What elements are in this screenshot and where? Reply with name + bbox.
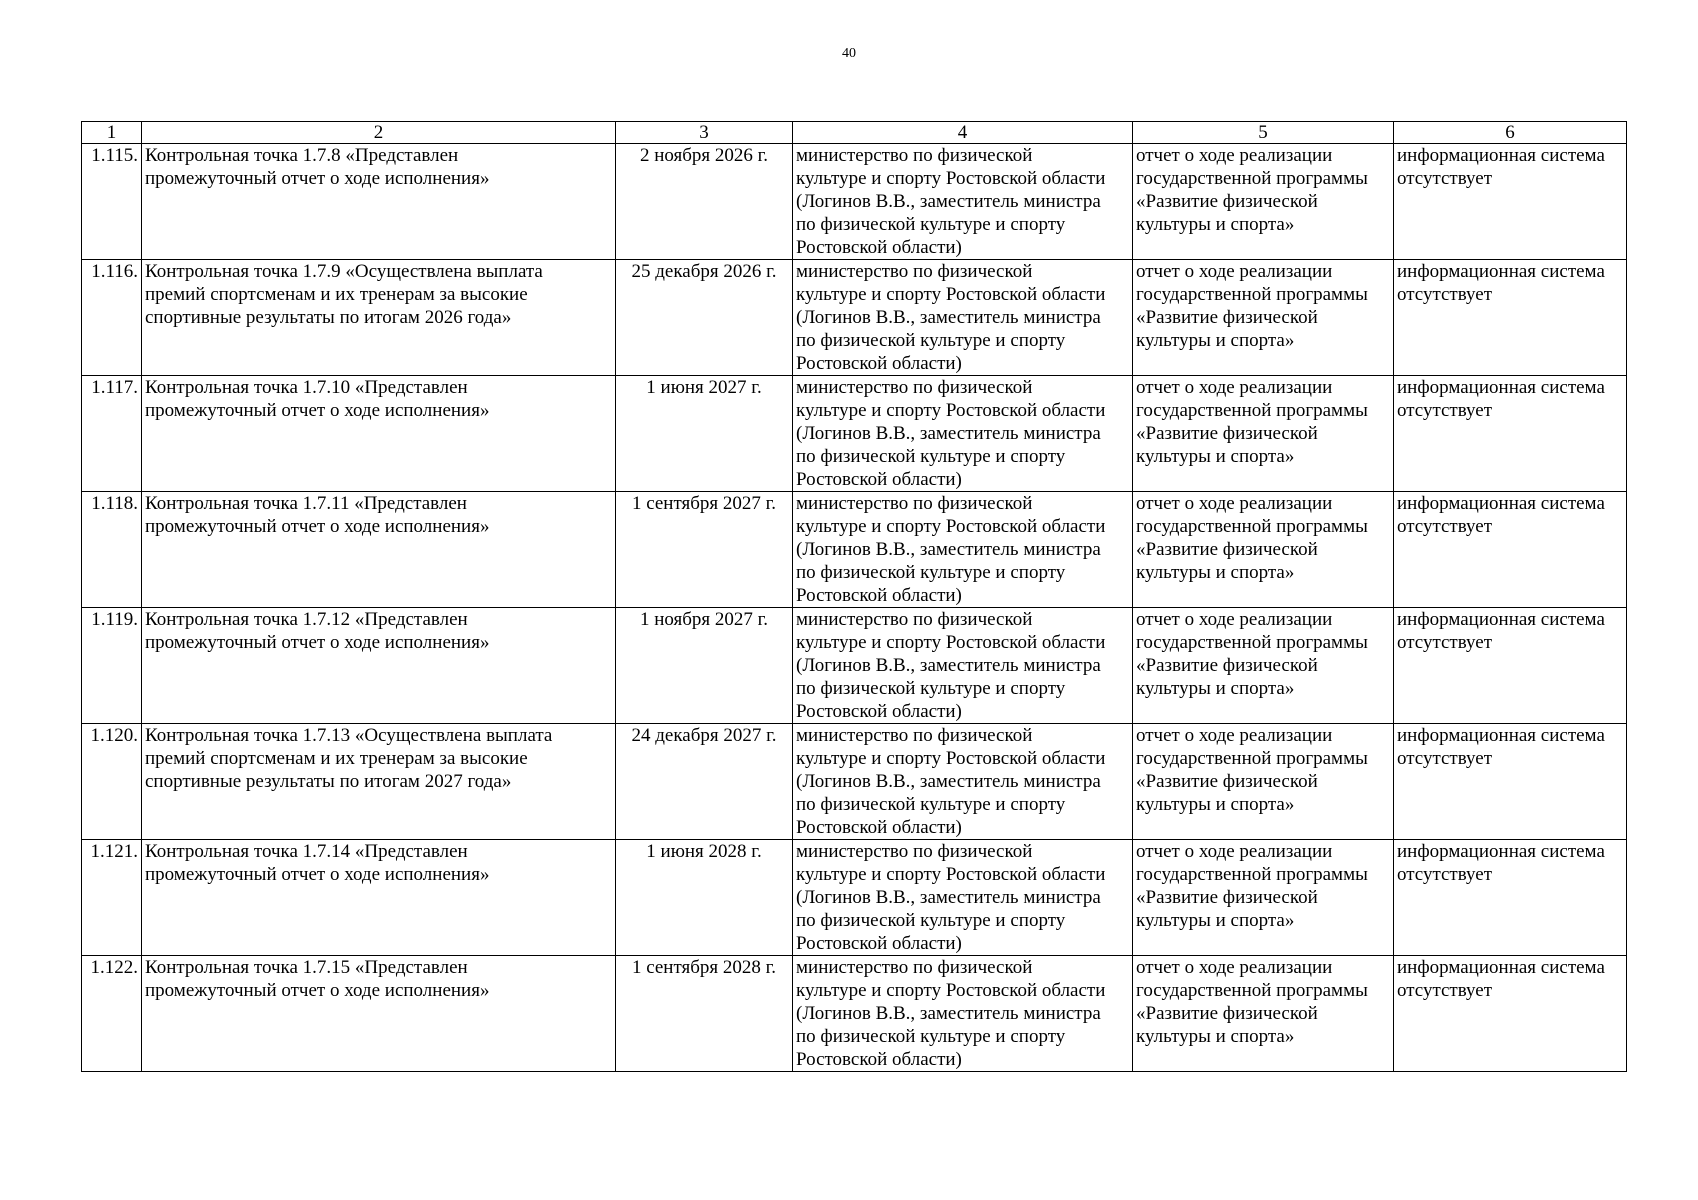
header-col-5: 5 [1133,122,1394,144]
row-number: 1.118. [82,492,142,608]
information-system: информационная система отсутствует [1394,956,1627,1072]
responsible-executor: министерство по физической культуре и спорту Ростовской области (Логинов В.В., заместитель министра по физической культуре и спорту Ростовской области) [793,724,1133,840]
responsible-executor: министерство по физической культуре и спорту Ростовской области (Логинов В.В., заместитель министра по физической культуре и спорту Ростовской области) [793,956,1133,1072]
control-point-name: Контрольная точка 1.7.8 «Представлен промежуточный отчет о ходе исполнения» [142,144,616,260]
control-point-name: Контрольная точка 1.7.14 «Представлен промежуточный отчет о ходе исполнения» [142,840,616,956]
due-date: 2 ноября 2026 г. [616,144,793,260]
due-date: 1 сентября 2028 г. [616,956,793,1072]
due-date: 25 декабря 2026 г. [616,260,793,376]
due-date: 1 июня 2028 г. [616,840,793,956]
information-system: информационная система отсутствует [1394,144,1627,260]
control-point-name: Контрольная точка 1.7.15 «Представлен промежуточный отчет о ходе исполнения» [142,956,616,1072]
header-col-2: 2 [142,122,616,144]
table-header [82,122,1627,144]
header-col-1: 1 [82,122,142,144]
confirming-document: отчет о ходе реализации государственной программы «Развитие физической культуры и спорта» [1133,260,1394,376]
confirming-document: отчет о ходе реализации государственной программы «Развитие физической культуры и спорта» [1133,608,1394,724]
information-system: информационная система отсутствует [1394,376,1627,492]
confirming-document: отчет о ходе реализации государственной программы «Развитие физической культуры и спорта» [1133,956,1394,1072]
table-row [82,724,1627,840]
due-date: 1 ноября 2027 г. [616,608,793,724]
table-row [82,376,1627,492]
confirming-document: отчет о ходе реализации государственной программы «Развитие физической культуры и спорта» [1133,376,1394,492]
header-row [82,122,1627,144]
confirming-document: отчет о ходе реализации государственной программы «Развитие физической культуры и спорта» [1133,724,1394,840]
header-col-6: 6 [1394,122,1627,144]
responsible-executor: министерство по физической культуре и спорту Ростовской области (Логинов В.В., заместитель министра по физической культуре и спорту Ростовской области) [793,840,1133,956]
table-row [82,956,1627,1072]
information-system: информационная система отсутствует [1394,608,1627,724]
row-number: 1.121. [82,840,142,956]
information-system: информационная система отсутствует [1394,260,1627,376]
row-number: 1.119. [82,608,142,724]
header-col-3: 3 [616,122,793,144]
row-number: 1.116. [82,260,142,376]
row-number: 1.122. [82,956,142,1072]
page-number: 40 [842,46,856,61]
header-col-4: 4 [793,122,1133,144]
row-number: 1.117. [82,376,142,492]
confirming-document: отчет о ходе реализации государственной программы «Развитие физической культуры и спорта» [1133,492,1394,608]
table-row [82,608,1627,724]
table-row [82,492,1627,608]
responsible-executor: министерство по физической культуре и спорту Ростовской области (Логинов В.В., заместитель министра по физической культуре и спорту Ростовской области) [793,144,1133,260]
control-point-name: Контрольная точка 1.7.11 «Представлен промежуточный отчет о ходе исполнения» [142,492,616,608]
information-system: информационная система отсутствует [1394,724,1627,840]
table-row [82,260,1627,376]
information-system: информационная система отсутствует [1394,492,1627,608]
responsible-executor: министерство по физической культуре и спорту Ростовской области (Логинов В.В., заместитель министра по физической культуре и спорту Ростовской области) [793,608,1133,724]
responsible-executor: министерство по физической культуре и спорту Ростовской области (Логинов В.В., заместитель министра по физической культуре и спорту Ростовской области) [793,376,1133,492]
control-points-table [81,121,1627,1072]
responsible-executor: министерство по физической культуре и спорту Ростовской области (Логинов В.В., заместитель министра по физической культуре и спорту Ростовской области) [793,260,1133,376]
row-number: 1.115. [82,144,142,260]
control-point-name: Контрольная точка 1.7.9 «Осуществлена выплата премий спортсменам и их тренерам за высокие спортивные результаты по итогам 2026 года» [142,260,616,376]
due-date: 1 сентября 2027 г. [616,492,793,608]
row-number: 1.120. [82,724,142,840]
confirming-document: отчет о ходе реализации государственной программы «Развитие физической культуры и спорта» [1133,840,1394,956]
confirming-document: отчет о ходе реализации государственной программы «Развитие физической культуры и спорта» [1133,144,1394,260]
responsible-executor: министерство по физической культуре и спорту Ростовской области (Логинов В.В., заместитель министра по физической культуре и спорту Ростовской области) [793,492,1133,608]
due-date: 1 июня 2027 г. [616,376,793,492]
control-point-name: Контрольная точка 1.7.12 «Представлен промежуточный отчет о ходе исполнения» [142,608,616,724]
due-date: 24 декабря 2027 г. [616,724,793,840]
table-body [82,144,1627,1072]
information-system: информационная система отсутствует [1394,840,1627,956]
control-point-name: Контрольная точка 1.7.13 «Осуществлена выплата премий спортсменам и их тренерам за высокие спортивные результаты по итогам 2027 года» [142,724,616,840]
table-row [82,144,1627,260]
table-row [82,840,1627,956]
control-point-name: Контрольная точка 1.7.10 «Представлен промежуточный отчет о ходе исполнения» [142,376,616,492]
